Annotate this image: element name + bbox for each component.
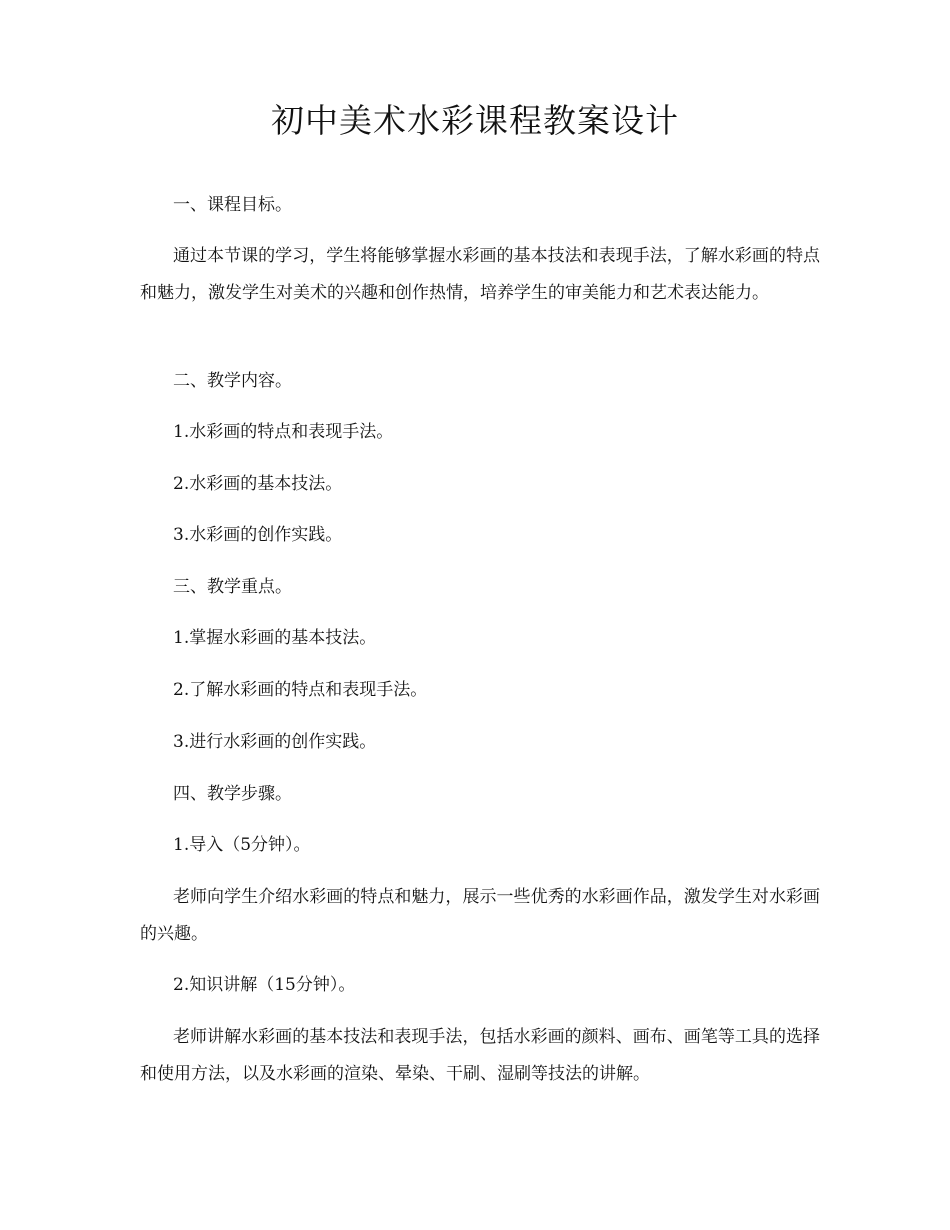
section-heading-steps: 四、教学步骤。 <box>173 784 292 804</box>
step-1-heading: 1.导入（5分钟）。 <box>173 835 311 855</box>
key-point-item-1: 1.掌握水彩画的基本技法。 <box>173 628 377 648</box>
section-heading-content: 二、教学内容。 <box>173 371 292 391</box>
document-title: 初中美术水彩课程教案设计 <box>271 101 679 140</box>
content-item-1: 1.水彩画的特点和表现手法。 <box>173 422 394 442</box>
step-2-paragraph: 老师讲解水彩画的基本技法和表现手法，包括水彩画的颜料、画布、画笔等工具的选择和使用方法，以及水彩画的渲染、晕染、干刷、湿刷等技法的讲解。 <box>140 1027 820 1084</box>
section-heading-goals: 一、课程目标。 <box>173 195 292 215</box>
content-item-2: 2.水彩画的基本技法。 <box>173 474 343 494</box>
goals-paragraph: 通过本节课的学习，学生将能够掌握水彩画的基本技法和表现手法，了解水彩画的特点和魅力，激发学生对美术的兴趣和创作热情，培养学生的审美能力和艺术表达能力。 <box>140 246 820 303</box>
section-heading-key-points: 三、教学重点。 <box>173 577 292 597</box>
key-point-item-3: 3.进行水彩画的创作实践。 <box>173 732 377 752</box>
step-1-paragraph: 老师向学生介绍水彩画的特点和魅力，展示一些优秀的水彩画作品，激发学生对水彩画的兴趣。 <box>140 887 820 944</box>
key-point-item-2: 2.了解水彩画的特点和表现手法。 <box>173 680 428 700</box>
content-item-3: 3.水彩画的创作实践。 <box>173 525 343 545</box>
step-2-heading: 2.知识讲解（15分钟）。 <box>173 975 356 995</box>
